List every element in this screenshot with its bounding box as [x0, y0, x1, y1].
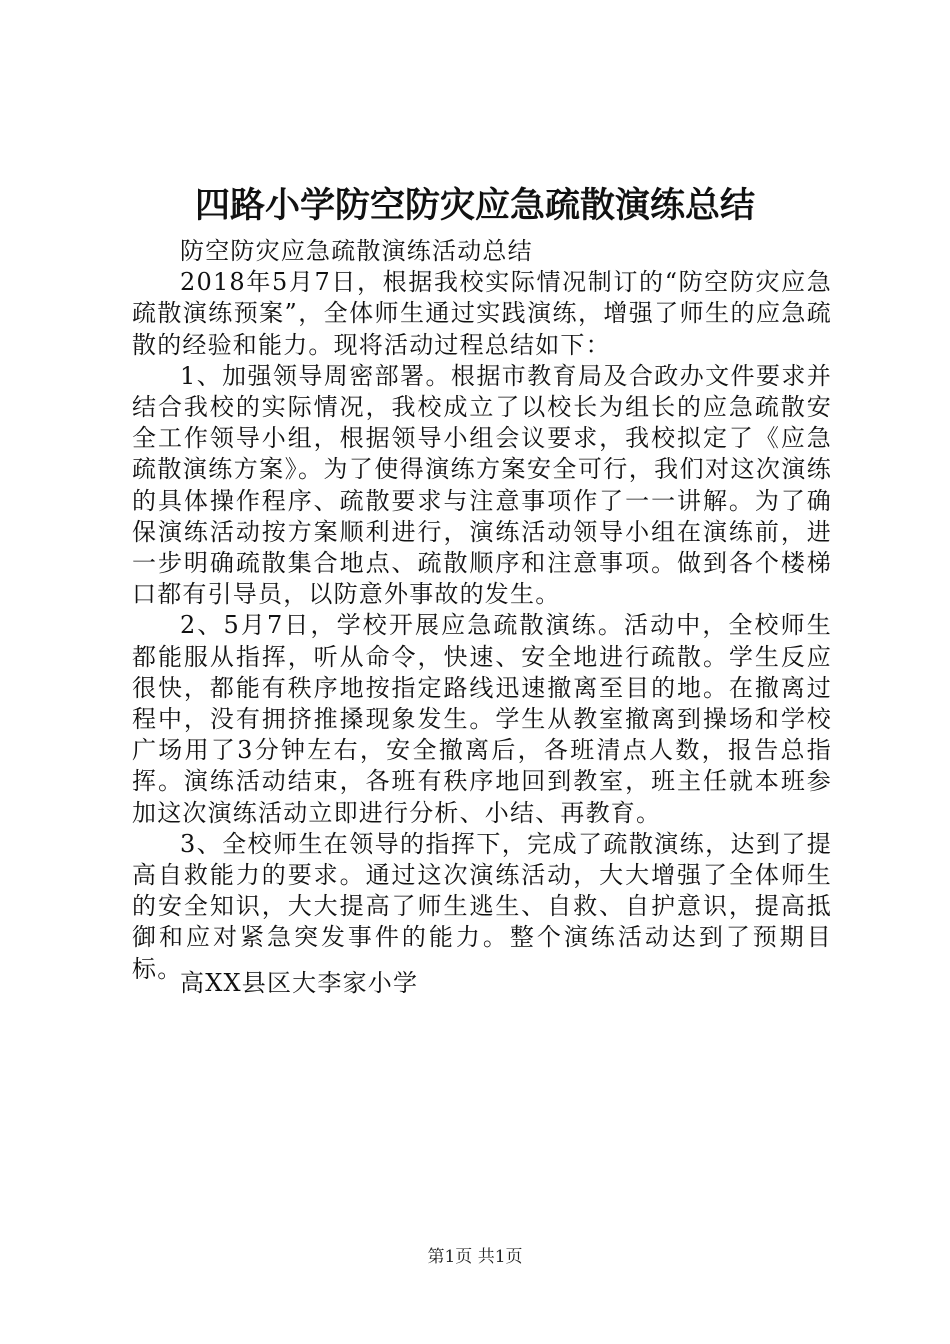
paragraph-item-2: 2、5月7日，学校开展应急疏散演练。活动中，全校师生都能服从指挥，听从命令，快速、安全地进行疏散。学生反应很快，都能有秩序地按指定路线迅速撤离至目的地。在撤离过程中，没有拥挤推搡现象发生。学生从教室撤离到操场和学校广场用了3分钟左右，安全撤离后，各班清点人数，报告总指挥。演练活动结束，各班有秩序地回到教室，班主任就本班参加这次演练活动立即进行分析、小结、再教育。: [132, 611, 832, 827]
signature: 高XX县区大李家小学: [180, 969, 419, 997]
paragraph-intro: 2018年5月7日，根据我校实际情况制订的“防空防灾应急疏散演练预案”，全体师生通过实践演练，增强了师生的应急疏散的经验和能力。现将活动过程总结如下：: [132, 268, 832, 359]
page-footer: 第1页 共1页: [427, 1247, 523, 1267]
paragraph-item-3: 3、全校师生在领导的指挥下，完成了疏散演练，达到了提高自救能力的要求。通过这次演练活动，大大增强了全体师生的安全知识，大大提高了师生逃生、自救、自护意识，提高抵御和应对紧急突发事件的能力。整个演练活动达到了预期目标。: [132, 829, 832, 983]
document-body: [132, 236, 832, 985]
page-title: 四路小学防空防灾应急疏散演练总结: [194, 185, 755, 226]
paragraph-item-1: 1、加强领导周密部署。根据市教育局及合政办文件要求并结合我校的实际情况，我校成立了以校长为组长的应急疏散安全工作领导小组，根据领导小组会议要求，我校拟定了《应急疏散演练方案》。为了使得演练方案安全可行，我们对这次演练的具体操作程序、疏散要求与注意事项作了一一讲解。为了确保演练活动按方案顺利进行，演练活动领导小组在演练前，进一步明确疏散集合地点、疏散顺序和注意事项。做到各个楼梯口都有引导员，以防意外事故的发生。: [132, 361, 832, 609]
paragraph-subtitle: 防空防灾应急疏散演练活动总结: [180, 237, 533, 265]
